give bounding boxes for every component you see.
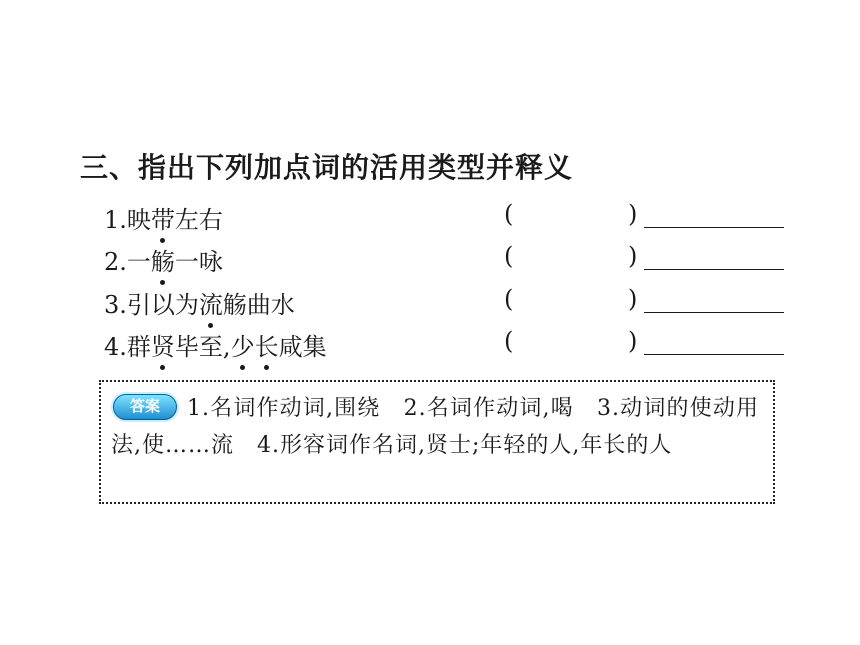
char: 映 bbox=[126, 206, 151, 234]
char: 至 bbox=[198, 333, 223, 361]
char: 觞 bbox=[222, 291, 247, 319]
char: 集 bbox=[302, 333, 327, 361]
close-paren: ) bbox=[628, 242, 638, 270]
question-row bbox=[104, 200, 794, 240]
open-paren: ( bbox=[504, 200, 514, 228]
char: 引 bbox=[126, 291, 151, 319]
close-paren: ) bbox=[628, 200, 638, 228]
dotted-char: 少 bbox=[231, 327, 255, 362]
char: , bbox=[222, 333, 231, 361]
char: 毕 bbox=[174, 333, 199, 361]
char: 群 bbox=[126, 333, 151, 361]
char: 4 bbox=[104, 333, 120, 361]
close-paren: ) bbox=[628, 327, 638, 355]
char: 3 bbox=[104, 291, 120, 319]
char: 咏 bbox=[198, 248, 223, 276]
answer-blank[interactable] bbox=[644, 312, 784, 313]
char: . bbox=[119, 206, 127, 234]
char: 一 bbox=[126, 248, 151, 276]
question-text bbox=[104, 200, 223, 235]
char: 左 bbox=[174, 206, 199, 234]
dotted-char: 流 bbox=[199, 285, 223, 320]
answer-text: 1.名词作动词,围绕 2.名词作动词,喝 3.动词的使动用法,使……流 4.形容词作名词,贤士;年轻的人,年长的人 bbox=[111, 396, 759, 458]
char: 曲 bbox=[246, 291, 271, 319]
char: 1 bbox=[104, 206, 120, 234]
question-row bbox=[104, 327, 794, 367]
dotted-char: 长 bbox=[255, 327, 279, 362]
close-paren: ) bbox=[628, 285, 638, 313]
open-paren: ( bbox=[504, 242, 514, 270]
question-row bbox=[104, 285, 794, 325]
char: . bbox=[119, 248, 127, 276]
dotted-char: 带 bbox=[151, 200, 175, 235]
char: 咸 bbox=[278, 333, 303, 361]
answer-blank[interactable] bbox=[644, 227, 784, 228]
question-text bbox=[104, 242, 223, 277]
open-paren: ( bbox=[504, 327, 514, 355]
dotted-char: 觞 bbox=[151, 242, 175, 277]
question-text bbox=[104, 327, 327, 362]
answer-blank[interactable] bbox=[644, 269, 784, 270]
answer-badge: 答案 bbox=[113, 394, 177, 420]
dotted-char: 贤 bbox=[151, 327, 175, 362]
char: 为 bbox=[174, 291, 199, 319]
open-paren: ( bbox=[504, 285, 514, 313]
answer-blank[interactable] bbox=[644, 354, 784, 355]
char: 右 bbox=[198, 206, 223, 234]
char: 水 bbox=[270, 291, 295, 319]
char: 以 bbox=[150, 291, 175, 319]
char: 一 bbox=[174, 248, 199, 276]
char: 2 bbox=[104, 248, 120, 276]
char: . bbox=[119, 291, 127, 319]
question-row bbox=[104, 242, 794, 282]
question-text bbox=[104, 285, 295, 320]
section-title: 三、指出下列加点词的活用类型并释义 bbox=[80, 151, 574, 184]
char: . bbox=[119, 333, 127, 361]
